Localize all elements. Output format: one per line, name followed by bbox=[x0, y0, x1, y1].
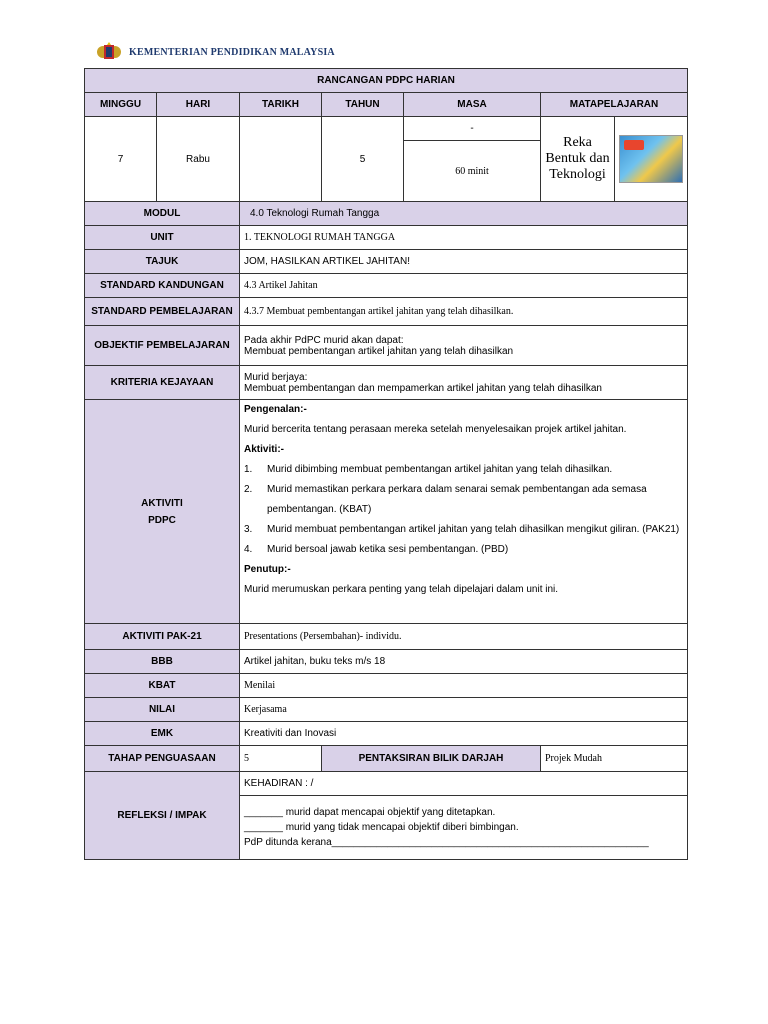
col-header-tarikh: TARIKH bbox=[240, 93, 322, 117]
penutup-text: Murid merumuskan perkara penting yang telah dipelajari dalam unit ini. bbox=[244, 584, 559, 595]
nilai-label: NILAI bbox=[85, 698, 240, 722]
col-header-matapelajaran: MATAPELAJARAN bbox=[541, 93, 688, 117]
tajuk-label: TAJUK bbox=[85, 250, 240, 274]
refleksi-value bbox=[240, 796, 688, 860]
col-header-masa: MASA bbox=[404, 93, 541, 117]
kbat-label: KBAT bbox=[85, 674, 240, 698]
ministry-name: KEMENTERIAN PENDIDIKAN MALAYSIA bbox=[129, 46, 335, 58]
objektif-value bbox=[240, 326, 688, 366]
refleksi-line-3: PdP ditunda kerana_________________________________________________________ bbox=[244, 837, 649, 848]
sp-value: 4.3.7 Membuat pembentangan artikel jahitan yang telah dihasilkan. bbox=[240, 298, 688, 326]
subject-image-cell bbox=[615, 117, 688, 202]
penutup-heading: Penutup:- bbox=[244, 564, 291, 575]
modul-value: 4.0 Teknologi Rumah Tangga bbox=[240, 202, 688, 226]
lesson-plan-table bbox=[84, 68, 688, 860]
col-header-minggu: MINGGU bbox=[85, 93, 157, 117]
col-header-tahun: TAHUN bbox=[322, 93, 404, 117]
bbb-label: BBB bbox=[85, 650, 240, 674]
nilai-value: Kerjasama bbox=[240, 698, 688, 722]
modul-label: MODUL bbox=[85, 202, 240, 226]
textbook-cover-image bbox=[619, 135, 683, 183]
kriteria-value bbox=[240, 366, 688, 400]
pbd-label: PENTAKSIRAN BILIK DARJAH bbox=[322, 746, 541, 772]
kriteria-line-2: Membuat pembentangan dan mempamerkan artikel jahitan yang telah dihasilkan bbox=[244, 382, 602, 394]
subject-name: Reka Bentuk dan Teknologi bbox=[541, 117, 615, 202]
objektif-label: OBJEKTIF PEMBELAJARAN bbox=[85, 326, 240, 366]
kriteria-label: KRITERIA KEJAYAAN bbox=[85, 366, 240, 400]
list-item: 4. Murid bersoal jawab ketika sesi pembentangan. (PBD) bbox=[244, 544, 509, 555]
aktiviti-label-line-2: PDPC bbox=[148, 514, 176, 526]
pengenalan-text: Murid bercerita tentang perasaan mereka setelah menyelesaikan projek artikel jahitan. bbox=[244, 424, 627, 435]
pak21-label: AKTIVITI PAK-21 bbox=[85, 624, 240, 650]
ministry-crest-icon bbox=[95, 41, 123, 63]
list-item: 3. Murid membuat pembentangan artikel jahitan yang telah dihasilkan mengikut giliran. (PAK21) bbox=[244, 524, 680, 535]
tahun-value: 5 bbox=[322, 117, 404, 202]
list-item: 2. Murid memastikan perkara perkara dalam senarai semak pembentangan ada semasa pembentangan. (KBAT) bbox=[244, 484, 647, 515]
tahap-label: TAHAP PENGUASAAN bbox=[85, 746, 240, 772]
refleksi-line-1: _______ murid dapat mencapai objektif yang ditetapkan. bbox=[244, 807, 496, 818]
unit-value: 1. TEKNOLOGI RUMAH TANGGA bbox=[240, 226, 688, 250]
plan-title: RANCANGAN PDPC HARIAN bbox=[85, 69, 688, 93]
aktiviti-label bbox=[85, 400, 240, 624]
unit-label: UNIT bbox=[85, 226, 240, 250]
sk-value: 4.3 Artikel Jahitan bbox=[240, 274, 688, 298]
hari-value: Rabu bbox=[157, 117, 240, 202]
list-item: 1. Murid dibimbing membuat pembentangan artikel jahitan yang telah dihasilkan. bbox=[244, 464, 613, 475]
kriteria-line-1: Murid berjaya: bbox=[244, 371, 308, 383]
objektif-line-2: Membuat pembentangan artikel jahitan yang telah dihasilkan bbox=[244, 345, 514, 357]
refleksi-line-2: _______ murid yang tidak mencapai objektif diberi bimbingan. bbox=[244, 822, 519, 833]
objektif-line-1: Pada akhir PdPC murid akan dapat: bbox=[244, 334, 404, 346]
sk-label: STANDARD KANDUNGAN bbox=[85, 274, 240, 298]
emk-value: Kreativiti dan Inovasi bbox=[240, 722, 688, 746]
kbat-value: Menilai bbox=[240, 674, 688, 698]
aktiviti-content bbox=[240, 400, 688, 624]
sp-label: STANDARD PEMBELAJARAN bbox=[85, 298, 240, 326]
tajuk-value: JOM, HASILKAN ARTIKEL JAHITAN! bbox=[240, 250, 688, 274]
aktiviti-heading: Aktiviti:- bbox=[244, 444, 284, 455]
emk-label: EMK bbox=[85, 722, 240, 746]
masa-time-value: - bbox=[404, 117, 541, 141]
aktiviti-list bbox=[244, 460, 683, 560]
tahap-value: 5 bbox=[240, 746, 322, 772]
tarikh-value bbox=[240, 117, 322, 202]
pak21-value: Presentations (Persembahan)- individu. bbox=[240, 624, 688, 650]
pbd-value: Projek Mudah bbox=[541, 746, 688, 772]
kehadiran-value: KEHADIRAN : / bbox=[240, 772, 688, 796]
aktiviti-label-line-1: AKTIVITI bbox=[141, 497, 183, 509]
masa-duration-value: 60 minit bbox=[404, 141, 541, 202]
bbb-value: Artikel jahitan, buku teks m/s 18 bbox=[240, 650, 688, 674]
col-header-hari: HARI bbox=[157, 93, 240, 117]
refleksi-label: REFLEKSI / IMPAK bbox=[85, 772, 240, 860]
pengenalan-heading: Pengenalan:- bbox=[244, 404, 307, 415]
page-header bbox=[95, 40, 335, 64]
minggu-value: 7 bbox=[85, 117, 157, 202]
